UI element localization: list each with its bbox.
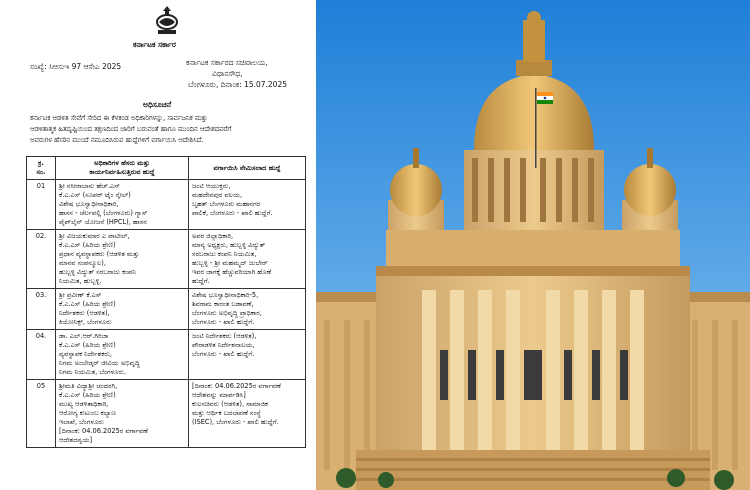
notification-title: ಅಧಿಸೂಚನೆ <box>143 100 172 109</box>
posting-line: [ದಿನಾಂಕ: 04.06.2025ರ ವರ್ಗಾವಣೆ <box>192 382 281 390</box>
table-row <box>27 330 306 380</box>
posting-line: ಮಹದೇವಪುರ ವಲಯ, <box>192 191 243 199</box>
officer-line: ಆರೋಗ್ಯ ಕುಟುಂಬ ಕಲ್ಯಾಣ <box>59 409 116 417</box>
posting-line: ಮತ್ತು ಆರ್ಥಿಕ ಬದಲಾವಣೆ ಸಂಸ್ಥೆ <box>192 409 261 417</box>
officer-line: ಡಾ. ಎಲ್.ಆರ್.ಗಿರಿಜಾ <box>59 332 109 340</box>
vidhana-soudha-photo <box>316 0 750 490</box>
posting-line: ಬೆಂಗಳೂರು - ಖಾಲಿ ಹುದ್ದೆಗೆ. <box>192 318 255 326</box>
serial-number-cell: 02. <box>27 230 56 289</box>
header-serial-number: ಕ್ರ. ಸಂ. <box>27 157 56 180</box>
intro-line: ಅವರುಗಳ ಹೆಸರಿನ ಮುಂದೆ ನಮೂದಿಸಿರುವ ಹುದ್ದೆಗಳಿಗೆ ವರ್ಗಾಯಿಸಿ ಆದೇಶಿಸಿದೆ. <box>30 136 204 144</box>
posting-cell <box>189 330 306 380</box>
serial-number-cell: 04. <box>27 330 56 380</box>
secretariat-line-2: ವಿಧಾನಸೌಧ, <box>212 69 243 78</box>
posting-line: ಕುಲಸಚಿವರು (ಆಡಳಿತ), ಸಾಮಾಜಿಕ <box>192 400 268 408</box>
officer-line: ಕೆ.ಎ.ಎಸ್ (ಹಿರಿಯ ಶ್ರೇಣಿ) <box>59 300 116 308</box>
posting-line: ಇವರ ಜಾಗಕ್ಕೆ ಹೆಚ್ಚುವರಿಯಾಗಿ ಹೊಣೆ <box>192 268 272 276</box>
officer-line: ಪ್ರಧಾನ ವ್ಯವಸ್ಥಾಪಕರು (ಆಡಳಿತ ಮತ್ತು <box>59 250 140 258</box>
officer-line: ಕೆ.ಎ.ಎಸ್ (ಹಿರಿಯ ಶ್ರೇಣಿ) <box>59 391 116 399</box>
karnataka-emblem-icon <box>152 4 182 36</box>
officer-line: ಆದೇಶದನ್ವಯ] <box>59 436 93 444</box>
officer-line: ಹಾಸನ - ಚೆರ್ಲಪಲ್ಲಿ (ಬೆಂಗಳೂರು) ಗ್ಯಾಸ್ <box>59 209 148 217</box>
header-posting: ವರ್ಗಾಯಿಸಿ ನೇಮಿಸಲಾದ ಹುದ್ದೆ <box>189 157 306 180</box>
header-officer-name: ಅಧಿಕಾರಿಗಳ ಹೆಸರು ಮತ್ತು ಕಾರ್ಯನಿರ್ವಹಿಸುತ್ತಿರುವ ಹುದ್ದೆ <box>56 157 189 180</box>
posting-line: ಹುದ್ದೆಗೆ. <box>192 277 210 285</box>
officer-line: ಕಿಯೋನಿಕ್ಸ್, ಬೆಂಗಳೂರು <box>59 318 112 326</box>
government-notification-document <box>0 0 312 490</box>
transfer-table <box>26 156 306 448</box>
posting-line: ಅಪರ ಜಿಲ್ಲಾಧಿಕಾರಿ, <box>192 232 234 240</box>
posting-line: ಆದೇಶವನ್ನು ಮಾರ್ಪಡಿಸಿ] <box>192 391 246 399</box>
posting-line: ಬೃಹತ್ ಬೆಂಗಳೂರು ಮಹಾನಗರ <box>192 200 261 208</box>
officer-line: ಕೆ.ಎ.ಎಸ್ (ಸೂಪರ್ ಟೈಂ ಸ್ಕೇಲ್) <box>59 191 131 199</box>
officer-line: ಕೆ.ಎ.ಎಸ್ (ಹಿರಿಯ ಶ್ರೇಣಿ) <box>59 341 116 349</box>
posting-cell <box>189 380 306 448</box>
serial-number-cell: 03. <box>27 289 56 330</box>
officer-line: ನಿಗಮ ನಿಯಮಿತ, ಬೆಂಗಳೂರು. <box>59 368 127 376</box>
officer-line: ಇಲಾಖೆ, ಬೆಂಗಳೂರು <box>59 418 104 426</box>
officer-line: ನಿಗಮ ಅಂಬೇಡ್ಕರ್ ಜೀವಿಯ ಅಭಿವೃದ್ಧಿ <box>59 359 140 367</box>
government-heading: ಕರ್ನಾಟಕ ಸರ್ಕಾರ <box>133 40 176 49</box>
posting-line: ಜಂಟಿ ನಿರ್ದೇಶಕರು (ಆಡಳಿತ), <box>192 332 257 340</box>
posting-line: ವಿಶೇಷ ಭೂಸ್ವಾಧೀನಾಧಿಕಾರಿ-5, <box>192 291 259 299</box>
officer-cell <box>56 289 189 330</box>
posting-cell <box>189 289 306 330</box>
posting-line: ಪೌರಾಡಳಿತ ನಿರ್ದೇಶನಾಲಯ, <box>192 341 255 349</box>
table-row <box>27 289 306 330</box>
officer-line: ವಿಶೇಷ ಭೂಸ್ವಾಧೀನಾಧಿಕಾರಿ, <box>59 200 119 208</box>
posting-line: ಸರಬರಾಜು ಕಂಪನಿ ನಿಯಮಿತ, <box>192 250 257 258</box>
posting-line: ಶಿವರಾಮ ಕಾರಂತ ಬಡಾವಣೆ, <box>192 300 254 308</box>
table-row <box>27 230 306 289</box>
posting-line: ಮಾನ್ಯ ಅಧ್ಯಕ್ಷರು, ಹುಬ್ಬಳ್ಳಿ ವಿದ್ಯುತ್ <box>192 241 266 249</box>
place-date: ಬೆಂಗಳೂರು, ದಿನಾಂಕ: 15.07.2025 <box>188 80 287 89</box>
intro-line: ಆಡಳಿತಾತ್ಮಕ ಹಿತದೃಷ್ಟಿಯಿಂದ ತಕ್ಷಣದಿಂದ ಜಾರಿಗೆ ಬರುವಂತೆ ಹಾಗೂ ಮುಂದಿನ ಆದೇಶದವರೆಗೆ <box>30 125 232 133</box>
posting-line: ಬೆಂಗಳೂರು - ಖಾಲಿ ಹುದ್ದೆಗೆ. <box>192 350 255 358</box>
intro-line: ಕರ್ನಾಟಕ ಆಡಳಿತ ಸೇವೆಗೆ ಸೇರಿದ ಈ ಕೆಳಕಂಡ ಅಧಿಕಾರಿಗಳನ್ನು, ಸಾರ್ವಜನಿಕ ಮತ್ತು <box>30 114 208 122</box>
officer-cell <box>56 380 189 448</box>
posting-line: ಹುಬ್ಬಳ್ಳಿ - ಶ್ರೀ ಮಹಮ್ಮದ್ ಜುಬೇರ್ <box>192 259 268 267</box>
officer-cell <box>56 230 189 289</box>
officer-line: [ದಿನಾಂಕ: 04.06.2025ರ ವರ್ಗಾವಣೆ <box>59 427 148 435</box>
officer-line: ಹುಬ್ಬಳ್ಳಿ ವಿದ್ಯುತ್ ಸರಬರಾಜು ಕಂಪನಿ <box>59 268 136 276</box>
officer-line: ಶ್ರೀ ವಿಜಯಕುಮಾರ ಎ ಪಾಟೀಲ್, <box>59 232 130 240</box>
officer-line: ಮಾನವ ಸಂಪನ್ಮೂಲ), <box>59 259 106 267</box>
posting-line: (ISEC), ಬೆಂಗಳೂರು - ಖಾಲಿ ಹುದ್ದೆಗೆ. <box>192 418 279 426</box>
officer-line: ಮುಖ್ಯ ಆಡಳಿತಾಧಿಕಾರಿ, <box>59 400 109 408</box>
officer-line: ಶ್ರೀಮತಿ ವಿದ್ಯಾಶ್ರೀ ಚಂದರಗಿ, <box>59 382 118 390</box>
posting-line: ಬೆಂಗಳೂರು ಅಭಿವೃದ್ಧಿ ಪ್ರಾಧಿಕಾರ, <box>192 309 262 317</box>
officer-line: ವ್ಯವಸ್ಥಾಪಕ ನಿರ್ದೇಶಕರು, <box>59 350 112 358</box>
posting-cell <box>189 230 306 289</box>
serial-number-cell: 05 <box>27 380 56 448</box>
officer-line: ನಿಯಮಿತ, ಹುಬ್ಬಳ್ಳಿ. <box>59 277 102 285</box>
order-number: ಸಂಖ್ಯೆ: ಸಿಆಸುಇ 97 ಆಸೇಎ 2025 <box>30 62 122 71</box>
officer-cell <box>56 330 189 380</box>
officer-line: ಶ್ರೀ ನಸೀರಾಬಾನು ಹೆಚ್.ಎಸ್ <box>59 182 120 190</box>
table-row <box>27 380 306 448</box>
secretariat-line-1: ಕರ್ನಾಟಕ ಸರ್ಕಾರದ ಸಚಿವಾಲಯ, <box>186 58 268 67</box>
table-row <box>27 180 306 230</box>
posting-line: ಜಂಟಿ ಆಯುಕ್ತರು, <box>192 182 231 190</box>
officer-cell <box>56 180 189 230</box>
posting-cell <box>189 180 306 230</box>
officer-line: ನಿರ್ದೇಶಕರು (ಆಡಳಿತ), <box>59 309 110 317</box>
officer-line: ಶ್ರೀ ಪ್ರವೀಣ್ ಕೆ.ಎಸ್ <box>59 291 102 299</box>
officer-line: ಕೆ.ಎ.ಎಸ್ (ಹಿರಿಯ ಶ್ರೇಣಿ) <box>59 241 116 249</box>
serial-number-cell: 01 <box>27 180 56 230</box>
officer-line: ಪೈಪ್‌ಲೈನ್ ಯೋಜನೆ (HPCL), ಹಾಸನ <box>59 218 147 226</box>
posting-line: ಪಾಲಿಕೆ, ಬೆಂಗಳೂರು - ಖಾಲಿ ಹುದ್ದೆಗೆ. <box>192 209 273 217</box>
vidhana-soudha-building <box>316 0 750 490</box>
india-flag-icon <box>537 92 553 104</box>
table-header-row <box>27 157 306 180</box>
